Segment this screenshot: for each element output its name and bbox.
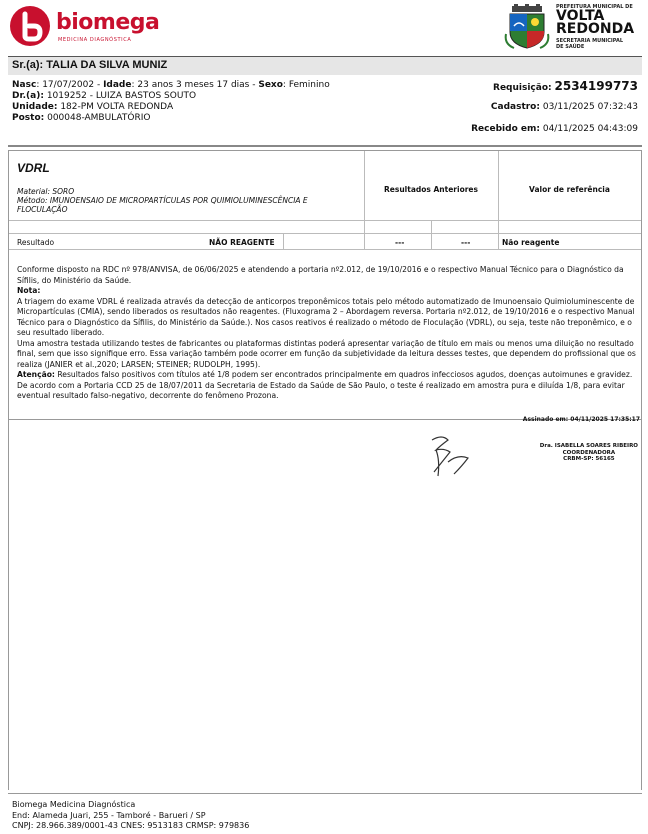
note-paragraph-portaria: De acordo com a Portaria CCD 25 de 18/07/2011 da Secretaria de Estado da Saúde de São Paulo, o teste é realizado em amostra pura e diluída 1/8, para evitar eventual resultado falso-negativo, decorrente do fenômeno Prozona. [17,380,625,400]
signature-block [540,443,638,463]
exam-notes [17,265,637,402]
pref-city-line2: REDONDA [556,21,635,37]
nota-label: Nota: [17,286,41,295]
exam-spacer-row [9,221,641,234]
metodo-label: Método: [17,196,48,205]
unidade-value: 182-PM VOLTA REDONDA [57,102,174,112]
recebido-label: Recebido em: [471,124,540,134]
col-reference-value: Valor de referência [529,185,610,194]
brand-subtitle: MEDICINA DIAGNÓSTICA [58,37,132,43]
column-divider [498,234,499,250]
posto-value: 000048-AMBULATÓRIO [44,113,151,123]
city-crest-icon [504,4,550,50]
atencao-text: Resultados falso positivos com títulos até 1/8 podem ser encontrados principalmente em quadros infecciosos agudos, doenças autoimunes e gravidez. [54,370,633,379]
result-row [9,234,641,250]
footer-divider [8,793,642,794]
note-paragraph-triagem: A triagem do exame VDRL é realizada através da detecção de anticorpos treponêmicos totais pelo método automatizado de Imunoensaio Quimioluminescente de Micropartículas (CMIA), sendo liberados os resultados não reagentes. (Fluxograma 2 – Abordagem reversa. Portaria nº2.012, de 19/10/2016 e o respectivo Manual Técnico para o Diagnóstico da Sífilis, do Ministério da Saúde.). Nos casos reativos é realizado o método de Floculação (VDRL), ou seja, teste não treponêmico, e o seu resultado liberado. [17,296,635,337]
doctor-crbm: CRBM-SP: 56165 [563,456,615,462]
doctor-role: COORDENADORA [562,449,616,456]
unidade-line [12,102,173,112]
info-divider [8,145,642,147]
doctor-line [12,91,196,101]
requisition-number: 2534199773 [554,79,638,93]
signature-image [418,432,478,480]
nasc-value: : 17/07/2002 - [36,80,104,90]
pref-small-label: PREFEITURA MUNICIPAL DE [556,4,633,10]
reference-value: Não reagente [502,238,560,247]
exam-title: VDRL [17,161,50,175]
result-label: Resultado [17,238,55,247]
exam-header [9,151,641,221]
previous-result-1: --- [395,238,405,247]
recebido-line [471,124,638,134]
pref-city-line1: VOLTA [556,8,605,24]
lab-report-page [8,0,642,834]
column-divider [431,234,432,250]
posto-line [12,113,150,123]
note-paragraph-variacao: Uma amostra testada utilizando testes de fabricantes ou plataformas distintas poderá apresentar variação de título em mais ou menos uma diluição no resultado final, sem que isso signifique erro. Essa variação também pode ocorrer em função da subjetividade da leitura desses testes, que dependem do profissional que os realiza (JANIER et al.,2020; LARSEN; STEINER; RUDOLPH, 1995). [17,338,636,369]
page-right-border [641,150,642,790]
posto-label: Posto: [12,113,45,123]
pref-secretaria-line1: SECRETARIA MUNICIPAL [556,38,624,44]
pref-city-name [556,10,634,36]
note-paragraph-atencao [17,370,637,381]
metodo-line [17,196,357,214]
dr-label: Dr.(a): [12,91,44,101]
column-divider [498,221,499,234]
brand-word: biomega [56,10,160,35]
requisition-label: Requisição: [493,83,552,93]
dr-value: 1019252 - LUIZA BASTOS SOUTO [43,91,197,101]
patient-name-band [8,57,642,75]
nasc-label: Nasc [12,80,37,90]
pref-secretaria [556,38,623,50]
idade-value: : 23 anos 3 meses 17 dias - [131,80,259,90]
unidade-label: Unidade: [12,102,58,112]
footer-address: End: Alameda Juari, 255 - Tamboré - Barueri / SP [12,810,206,820]
doctor-name: Dra. ISABELLA SOARES RIBEIRO [539,443,638,449]
cadastro-value: 03/11/2025 07:32:43 [542,102,638,112]
report-header [8,0,642,56]
footer-company: Biomega Medicina Diagnóstica [12,800,136,809]
column-divider [431,221,432,234]
column-divider [364,221,365,234]
note-paragraph-rdc: Conforme disposto na RDC nº 978/ANVISA, de 06/06/2025 e atendendo a portaria nº2.012, de 19/10/2016 e o respectivo Manual Técnico para o Diagnóstico da Sífilis, do Ministério da Saúde. [17,265,624,285]
atencao-label: Atenção: [17,370,55,379]
pref-secretaria-line2: DE SAÚDE [556,44,585,50]
material-label: Material: [17,187,50,196]
requisition-line [493,79,638,93]
signed-at: Assinado em: 04/11/2025 17:35:17 [522,416,640,423]
idade-label: Idade [103,80,132,90]
exam-section [8,150,642,420]
biomega-logo-icon [10,6,50,46]
material-line [17,187,357,196]
result-value: NÃO REAGENTE [209,238,275,247]
recebido-value: 04/11/2025 04:43:09 [542,124,638,134]
cadastro-line [491,102,638,112]
page-left-border [8,150,9,790]
sexo-value: : Feminino [282,80,330,90]
metodo-value: IMUNOENSAIO DE MICROPARTÍCULAS POR QUIMIOLUMINESCÊNCIA E FLOCULAÇÃO [17,196,308,214]
column-divider [283,234,284,250]
col-previous-results: Resultados Anteriores [384,185,478,194]
prefeitura-logo [502,2,642,54]
footer-registration: CNPJ: 28.966.389/0001-43 CNES: 9513183 CRMSP: 979836 [12,821,250,830]
sexo-label: Sexo [258,80,283,90]
column-divider [364,234,365,250]
patient-birth-line [12,80,330,90]
material-value: SORO [52,187,75,196]
exam-meta [17,187,357,214]
cadastro-label: Cadastro: [490,102,540,112]
patient-name: Sr.(a): TALIA DA SILVA MUNIZ [12,59,168,71]
report-footer [12,800,249,832]
biomega-logo [10,6,160,54]
previous-result-2: --- [461,238,471,247]
